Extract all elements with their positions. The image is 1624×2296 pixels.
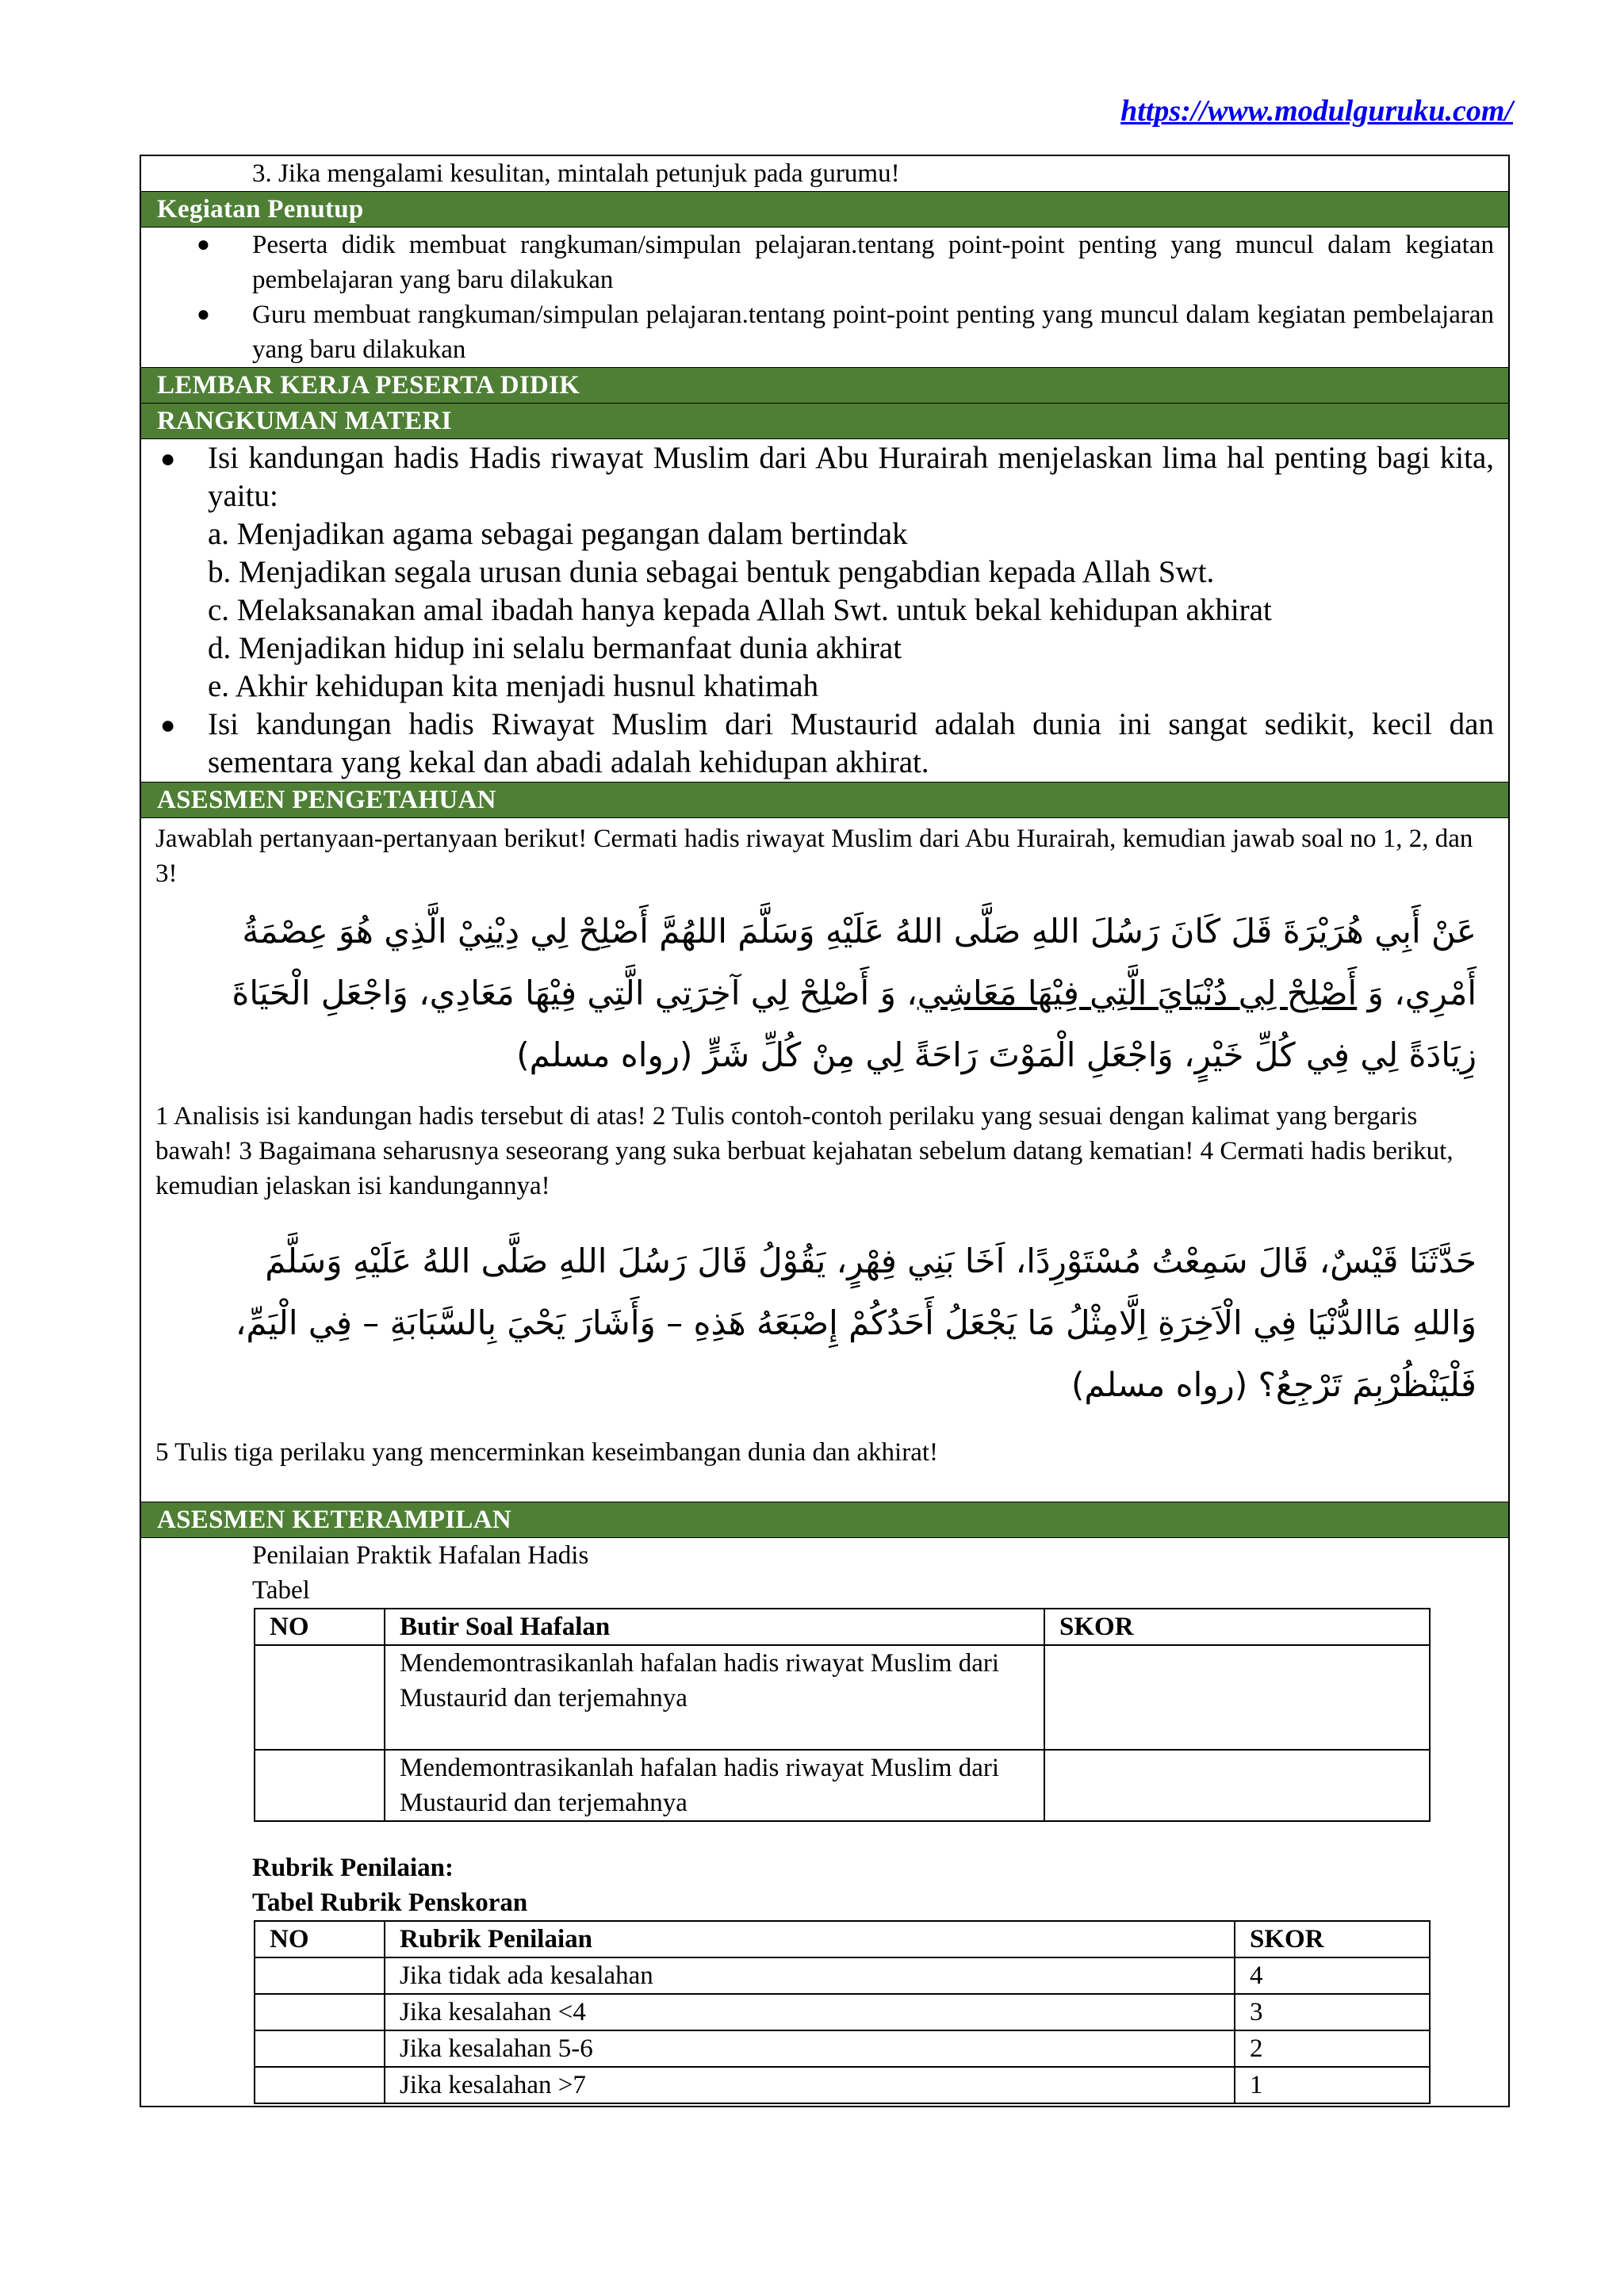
rubrik-title: Rubrik Penilaian: bbox=[252, 1854, 454, 1882]
cell-skor: 1 bbox=[1235, 2067, 1430, 2103]
cell-skor: 4 bbox=[1235, 1957, 1430, 1994]
bullet-icon: ● bbox=[160, 710, 176, 739]
cell-skor bbox=[1044, 1750, 1430, 1821]
table-header-row bbox=[255, 1609, 1430, 1645]
hadis-line: حَدَّثَنَا قَيْسٌ، قَالَ سَمِعْتُ مُسْتَوْرِدًا، اَخَا بَنِي فِهْرٍ، يَقُوْلُ قَالَ رَسُلَ اللهِ صَلَّى اللهُ عَلَيْهِ وَسَلَّمَ bbox=[265, 1242, 1477, 1280]
questions-paragraph: 1 Analisis isi kandungan hadis tersebut di atas! 2 Tulis contoh-contoh perilaku yang sesuai dengan kalimat yang bergaris bawah! 3 Bagaimana seharusnya seseorang yang suka berbuat kejahatan sebelum datang kematian! 4 Cermati hadis berikut, kemudian jelaskan isi kandungannya! bbox=[155, 1102, 1454, 1200]
col-header-rubrik: Rubrik Penilaian bbox=[385, 1921, 1235, 1957]
hadis-line: فَلْيَنْظُرْبِمَ تَرْجِعُ؟ (رواه مسلم) bbox=[1071, 1365, 1477, 1404]
col-header-skor: SKOR bbox=[1235, 1921, 1430, 1957]
col-header-skor: SKOR bbox=[1044, 1609, 1430, 1645]
cell-no bbox=[255, 1750, 385, 1821]
table-row bbox=[255, 2030, 1430, 2067]
cell-skor: 2 bbox=[1235, 2030, 1430, 2067]
section-header-lkpd: LEMBAR KERJA PESERTA DIDIK bbox=[141, 367, 1508, 404]
list-item-text: Isi kandungan hadis Riwayat Muslim dari Mustaurid adalah dunia ini sangat sedikit, kecil dan sementara yang kekal dan abadi adalah kehidupan akhirat. bbox=[208, 707, 1494, 779]
table-header-row bbox=[255, 1921, 1430, 1957]
list-item-text: Guru membuat rangkuman/simpulan pelajaran.tentang point-point penting yang muncul dalam kegiatan pembelajaran yang baru dilakukan bbox=[252, 300, 1494, 364]
cell-no bbox=[255, 2030, 385, 2067]
keterampilan-subtitle: Penilaian Praktik Hafalan Hadis bbox=[252, 1541, 589, 1570]
cell-no bbox=[255, 1994, 385, 2030]
rubrik-table bbox=[254, 1920, 1431, 2104]
table-row bbox=[255, 1957, 1430, 1994]
cell-rubrik: Jika kesalahan 5-6 bbox=[385, 2030, 1235, 2067]
hadis-segment: أَمْرِي، وَ bbox=[1357, 974, 1477, 1012]
section-header-pengetahuan: ASESMEN PENGETAHUAN bbox=[141, 782, 1508, 818]
cell-no bbox=[255, 1645, 385, 1750]
hadis-line: عَنْ أَبِي هُرَيْرَةَ قَلَ كَانَ رَسُلَ اللهِ صَلَّى اللهُ عَلَيْهِ وَسَلَّمَ اللهُمَّ أَصْلِحْ لِي دِيْنِيْ الَّذِي هُوَ عِصْمَةُ bbox=[242, 912, 1477, 951]
point-d: d. Menjadikan hidup ini selalu bermanfaat dunia akhirat bbox=[208, 631, 902, 665]
hadis-line: وَاللهِ مَاالدُّنْيَا فِي الْاَخِرَةِ اِلَّامِثْلُ مَا يَجْعَلُ أَحَدُكُمْ إِصْبَعَهُ هَذِهِ – وَأَشَارَ يَحْيَ بِالسَّبَابَةِ – فِي الْيَمِّ، bbox=[235, 1303, 1477, 1342]
list-item-text: Peserta didik membuat rangkuman/simpulan pelajaran.tentang point-point penting yang muncul dalam kegiatan pembelajaran yang baru dilakukan bbox=[252, 231, 1494, 294]
hadis-abu-hurairah bbox=[141, 891, 1508, 1086]
point-c: c. Melaksanakan amal ibadah hanya kepada Allah Swt. untuk bekal kehidupan akhirat bbox=[208, 593, 1272, 627]
hafalan-table bbox=[254, 1608, 1431, 1822]
table-row bbox=[255, 2067, 1430, 2103]
cell-skor bbox=[1044, 1645, 1430, 1750]
cell-butir: Mendemontrasikanlah hafalan hadis riwayat Muslim dari Mustaurid dan terjemahnya bbox=[385, 1645, 1044, 1750]
cell-rubrik: Jika kesalahan >7 bbox=[385, 2067, 1235, 2103]
col-header-no: NO bbox=[255, 1609, 385, 1645]
cell-rubrik: Jika kesalahan <4 bbox=[385, 1994, 1235, 2030]
section-header-keterampilan: ASESMEN KETERAMPILAN bbox=[141, 1502, 1508, 1538]
cell-skor: 3 bbox=[1235, 1994, 1430, 2030]
point-a: a. Menjadikan agama sebagai pegangan dalam bertindak bbox=[208, 517, 908, 551]
cell-no bbox=[255, 2067, 385, 2103]
question-5: 5 Tulis tiga perilaku yang mencerminkan keseimbangan dunia dan akhirat! bbox=[155, 1438, 939, 1467]
bullet-icon: ● bbox=[160, 444, 176, 473]
section-header-rangkuman: RANGKUMAN MATERI bbox=[141, 404, 1508, 439]
bullet-icon: ● bbox=[197, 302, 210, 327]
hadis-underlined-segment: أَصْلِحْ لِي دُنْيَايَ الَّتِي فِيْهَا مَعَاشِي bbox=[917, 974, 1358, 1012]
col-header-butir: Butir Soal Hafalan bbox=[385, 1609, 1044, 1645]
table-row bbox=[255, 1645, 1430, 1750]
hadis-line bbox=[165, 962, 1477, 1024]
hadis-mustaurid bbox=[141, 1203, 1508, 1416]
hadis-line: زِيَادَةً لِي فِي كُلِّ خَيْرٍ، وَاجْعَلِ الْمَوْتَ رَاحَةً لِي مِنْ كُلِّ شَرٍّ (رواه مسلم) bbox=[516, 1035, 1477, 1074]
point-b: b. Menjadikan segala urusan dunia sebagai bentuk pengabdian kepada Allah Swt. bbox=[208, 555, 1215, 589]
lesson-frame bbox=[140, 155, 1510, 2107]
cell-rubrik: Jika tidak ada kesalahan bbox=[385, 1957, 1235, 1994]
hadis-segment: ، وَ أَصْلِحْ لِي آخِرَتِي الَّتِي فِيْهَا مَعَادِي، وَاجْعَلِ الْحَيَاةَ bbox=[232, 974, 917, 1012]
rubrik-table-title: Tabel Rubrik Penskoran bbox=[252, 1888, 528, 1917]
pengetahuan-intro: Jawablah pertanyaan-pertanyaan berikut! Cermati hadis riwayat Muslim dari Abu Hurairah, kemudian jawab soal no 1, 2, dan 3! bbox=[155, 825, 1473, 888]
point-e: e. Akhir kehidupan kita menjadi husnul khatimah bbox=[208, 669, 819, 703]
penutup-list bbox=[141, 228, 1508, 367]
list-item bbox=[141, 439, 1508, 515]
list-item bbox=[141, 297, 1508, 367]
col-header-no: NO bbox=[255, 1921, 385, 1957]
table-row bbox=[255, 1994, 1430, 2030]
instruction-line: 3. Jika mengalami kesulitan, mintalah petunjuk pada gurumu! bbox=[252, 159, 900, 188]
cell-butir: Mendemontrasikanlah hafalan hadis riwayat Muslim dari Mustaurid dan terjemahnya bbox=[385, 1750, 1044, 1821]
list-item-text: Isi kandungan hadis Hadis riwayat Muslim dari Abu Hurairah menjelaskan lima hal penting bagi kita, yaitu: bbox=[208, 441, 1494, 513]
table-row bbox=[255, 1750, 1430, 1821]
website-url-link[interactable]: https://www.modulguruku.com/ bbox=[1120, 94, 1513, 128]
list-item bbox=[141, 228, 1508, 297]
table-label: Tabel bbox=[252, 1576, 310, 1605]
bullet-icon: ● bbox=[197, 232, 210, 257]
section-header-penutup: Kegiatan Penutup bbox=[141, 191, 1508, 228]
cell-no bbox=[255, 1957, 385, 1994]
list-item bbox=[141, 706, 1508, 782]
rangkuman-content bbox=[141, 439, 1508, 782]
